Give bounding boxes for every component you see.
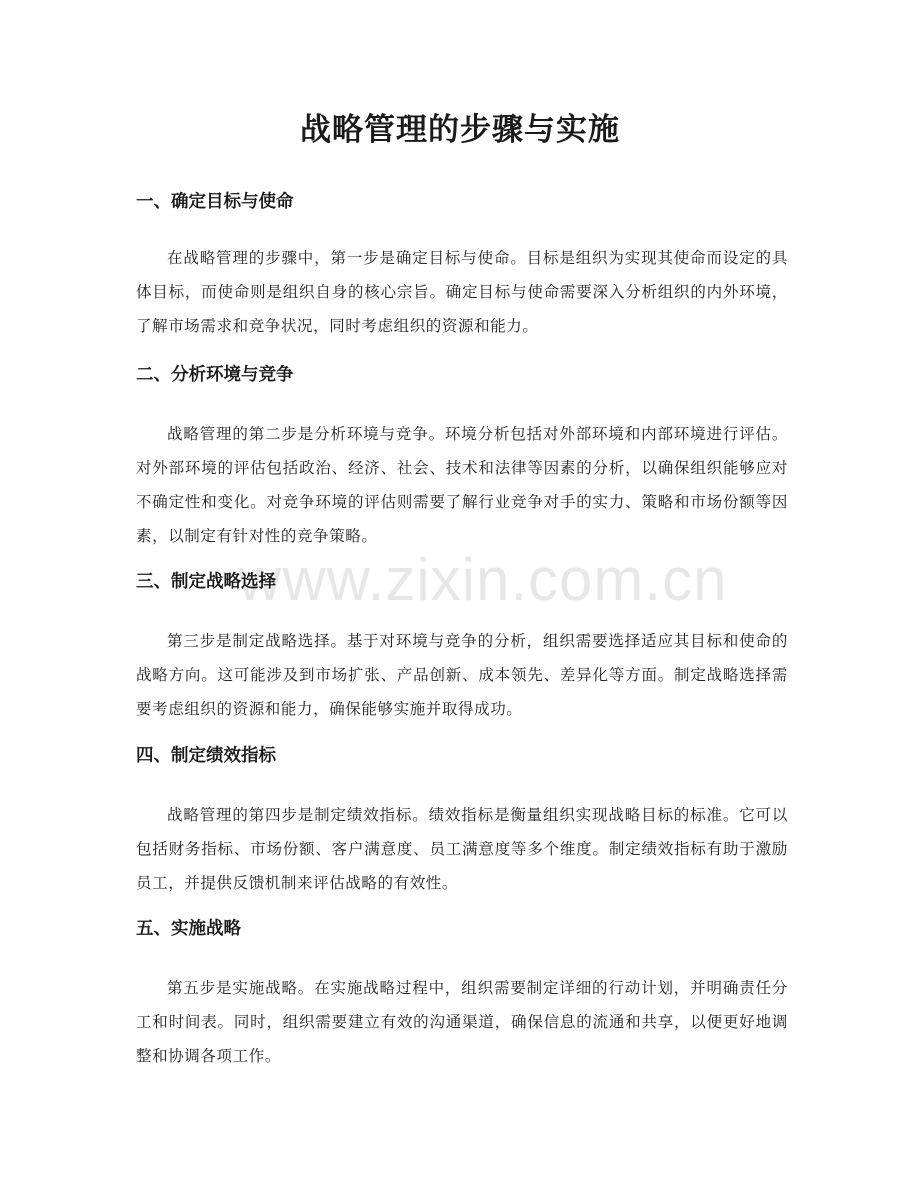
- section-paragraph: 战略管理的第四步是制定绩效指标。绩效指标是衡量组织实现战略目标的标准。它可以包括财务指标、市场份额、客户满意度、员工满意度等多个维度。制定绩效指标有助于激励员工，并提供反馈机制来评估战略的有效性。: [136, 806, 788, 892]
- section-2: [136, 363, 788, 553]
- section-heading: 五、实施战略: [136, 919, 241, 939]
- watermark-text: www.zixin.com.cn: [238, 546, 728, 613]
- section-5: [136, 917, 788, 1073]
- section-3: [136, 570, 788, 726]
- section-heading: 二、分析环境与竞争: [136, 365, 294, 385]
- page-title: 战略管理的步骤与实施: [300, 112, 620, 148]
- section-paragraph: 第三步是制定战略选择。基于对环境与竞争的分析，组织需要选择适应其目标和使命的战略方向。这可能涉及到市场扩张、产品创新、成本领先、差异化等方面。制定战略选择需要考虑组织的资源和能力，确保能够实施并取得成功。: [136, 632, 788, 718]
- section-heading: 四、制定绩效指标: [136, 746, 276, 766]
- section-paragraph: 第五步是实施战略。在实施战略过程中，组织需要制定详细的行动计划，并明确责任分工和时间表。同时，组织需要建立有效的沟通渠道，确保信息的流通和共享，以便更好地调整和协调各项工作。: [136, 979, 788, 1065]
- section-4: [136, 744, 788, 900]
- section-heading: 三、制定战略选择: [136, 572, 276, 592]
- section-1: [136, 190, 788, 343]
- section-paragraph: 战略管理的第二步是分析环境与竞争。环境分析包括对外部环境和内部环境进行评估。对外部环境的评估包括政治、经济、社会、技术和法律等因素的分析，以确保组织能够应对不确定性和变化。对竞争环境的评估则需要了解行业竞争对手的实力、策略和市场份额等因素，以制定有针对性的竞争策略。: [136, 425, 788, 545]
- section-paragraph: 在战略管理的步骤中，第一步是确定目标与使命。目标是组织为实现其使命而设定的具体目标，而使命则是组织自身的核心宗旨。确定目标与使命需要深入分析组织的内外环境，了解市场需求和竞争状况，同时考虑组织的资源和能力。: [136, 249, 788, 335]
- section-heading: 一、确定目标与使命: [136, 192, 294, 212]
